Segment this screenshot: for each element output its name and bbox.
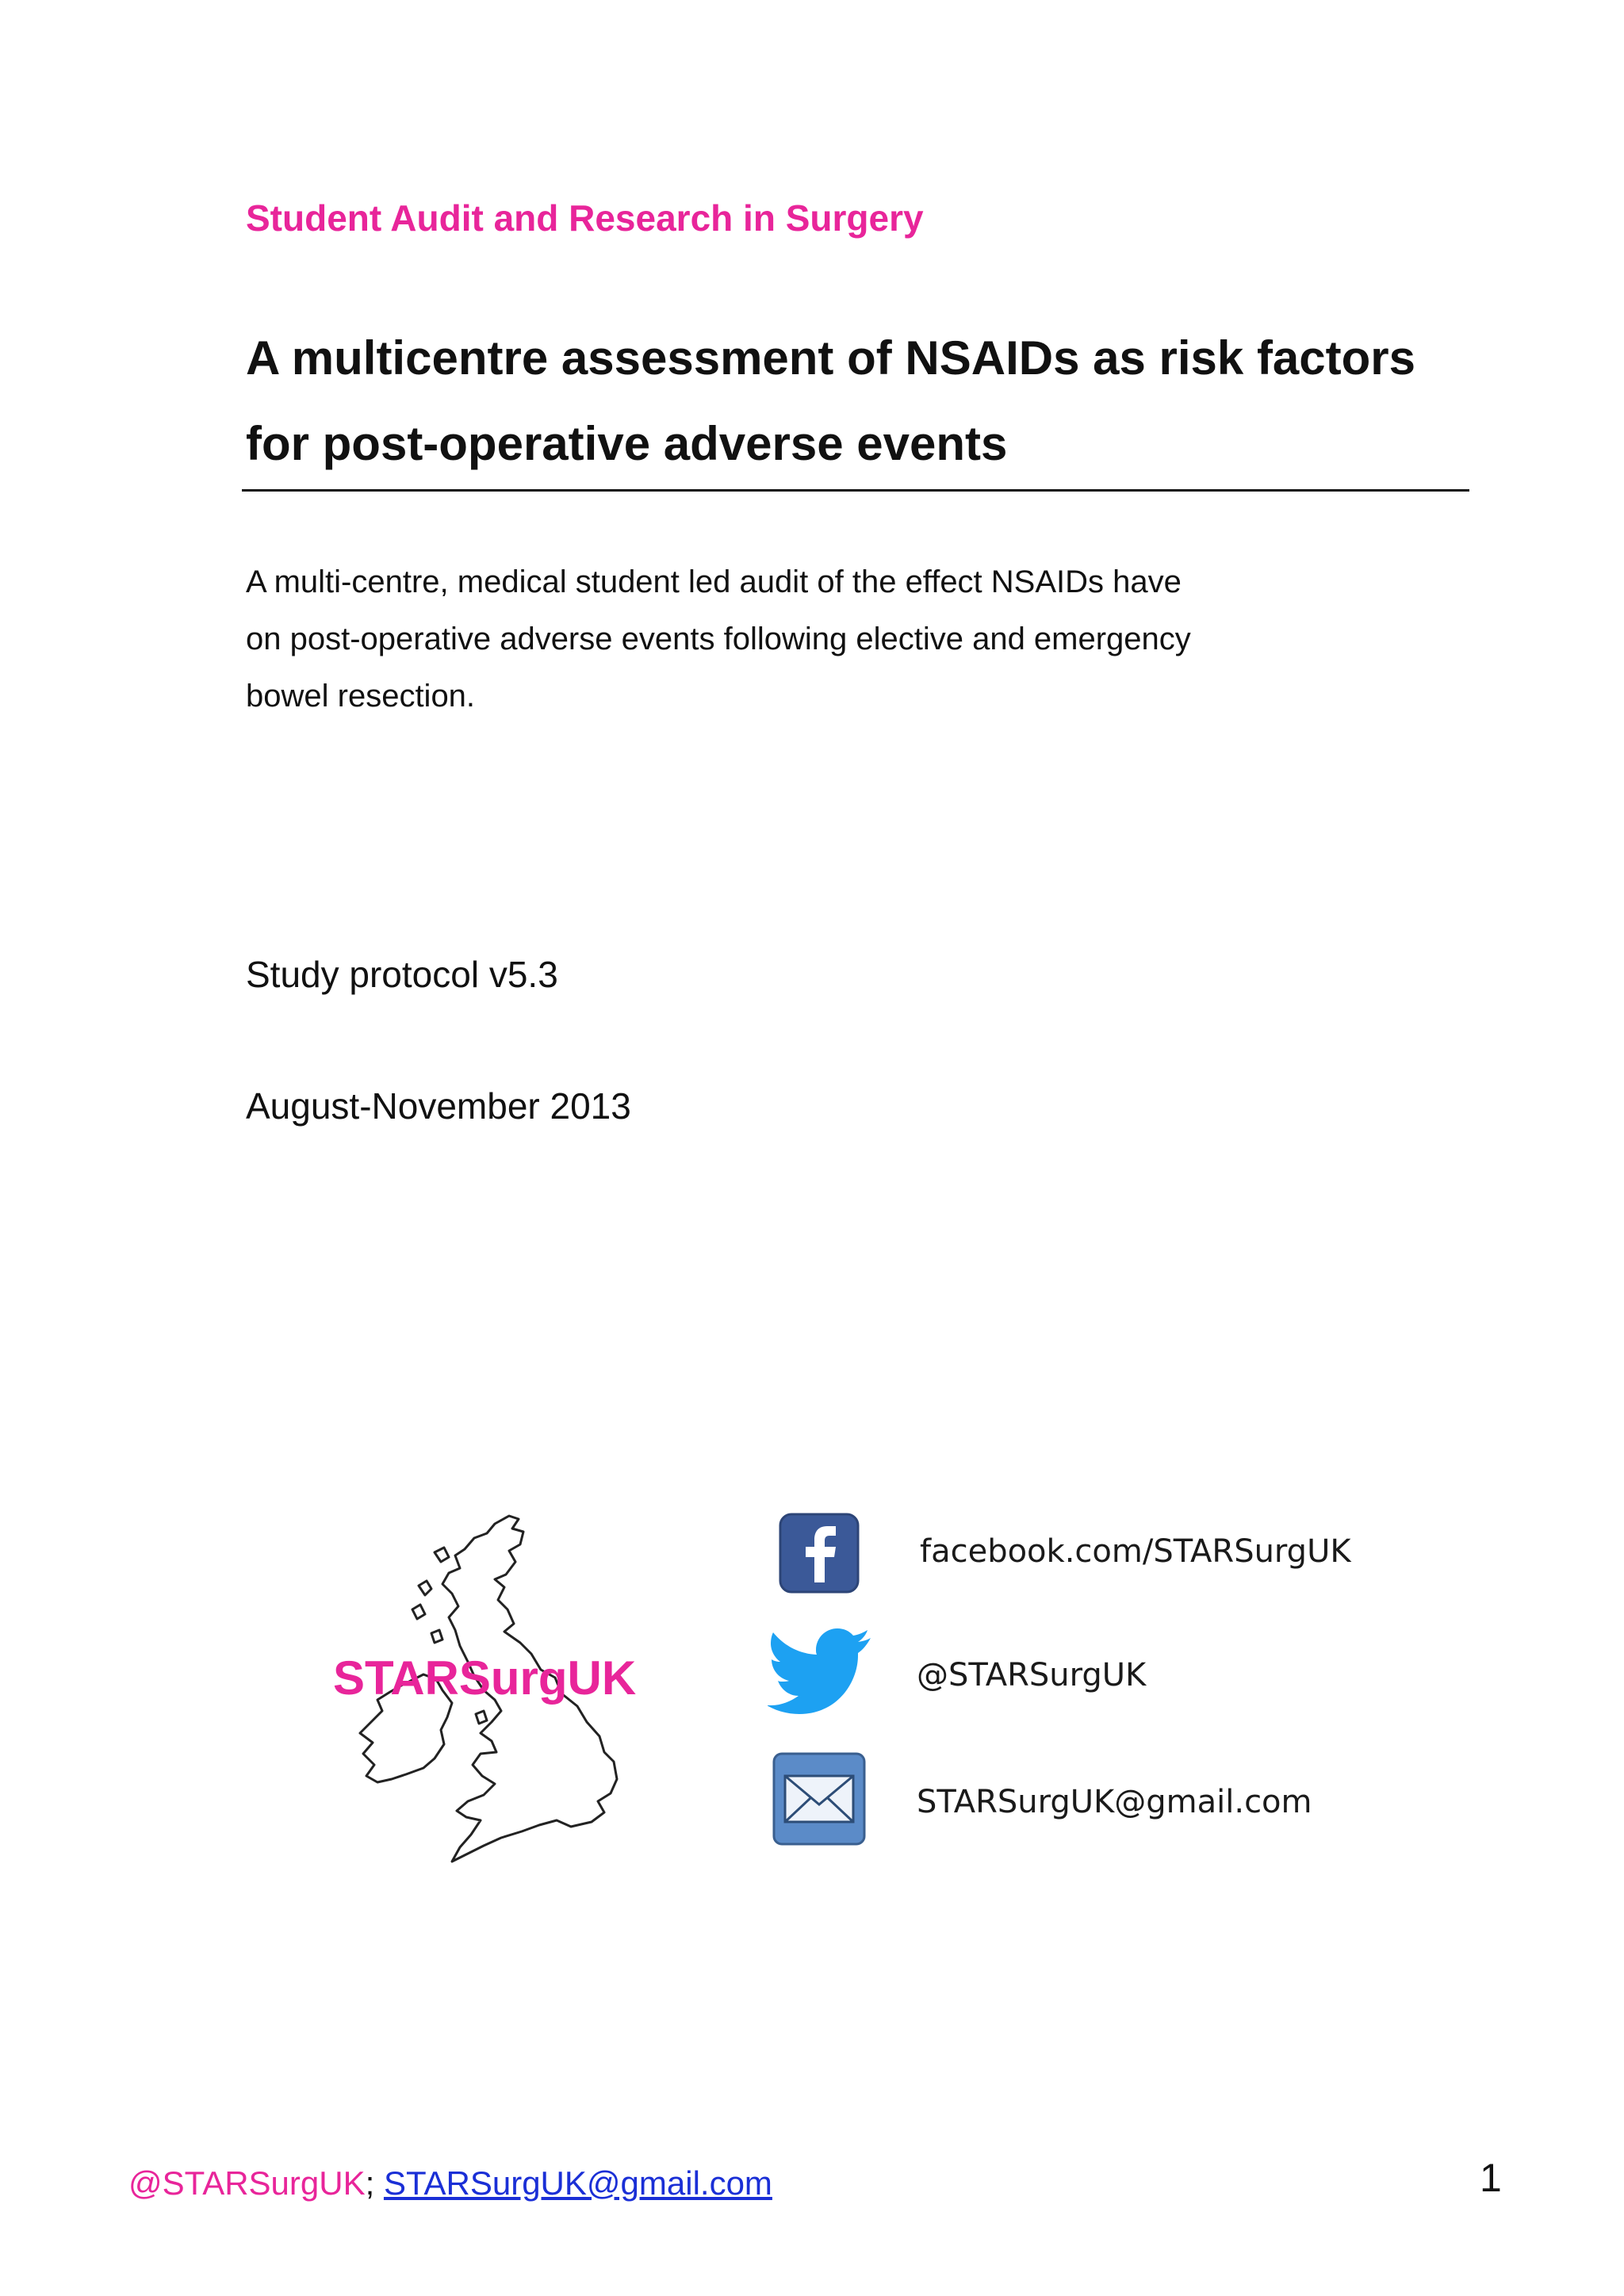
twitter-handle[interactable]: @STARSurgUK xyxy=(917,1657,1147,1693)
abstract-line: bowel resection. xyxy=(246,679,476,714)
brand-name: STARSurgUK xyxy=(333,1651,637,1705)
facebook-icon[interactable] xyxy=(779,1513,860,1598)
footer-separator: ; xyxy=(365,2164,375,2202)
study-dates: August-November 2013 xyxy=(246,1085,631,1127)
document-title: A multicentre assessment of NSAIDs as risk factors for post-operative adverse events xyxy=(246,331,1416,470)
organisation-name: Student Audit and Research in Surgery xyxy=(246,197,924,239)
footer-handle: @STARSurgUK xyxy=(128,2164,366,2202)
footer-email-link[interactable]: STARSurgUK@gmail.com xyxy=(383,2164,772,2202)
abstract-line: A multi-centre, medical student led audit of the effect NSAIDs have xyxy=(246,564,1182,599)
abstract xyxy=(246,553,1277,725)
protocol-version: Study protocol v5.3 xyxy=(246,954,558,995)
page-number: 1 xyxy=(1480,2156,1502,2200)
email-icon[interactable] xyxy=(772,1752,866,1850)
twitter-icon[interactable] xyxy=(768,1627,871,1720)
abstract-line: on post-operative adverse events following elective and emergency xyxy=(246,622,1191,656)
email-address[interactable]: STARSurgUK@gmail.com xyxy=(917,1784,1312,1820)
facebook-link[interactable]: facebook.com/STARSurgUK xyxy=(920,1533,1351,1570)
footer xyxy=(128,2164,772,2202)
title-divider xyxy=(242,489,1469,492)
